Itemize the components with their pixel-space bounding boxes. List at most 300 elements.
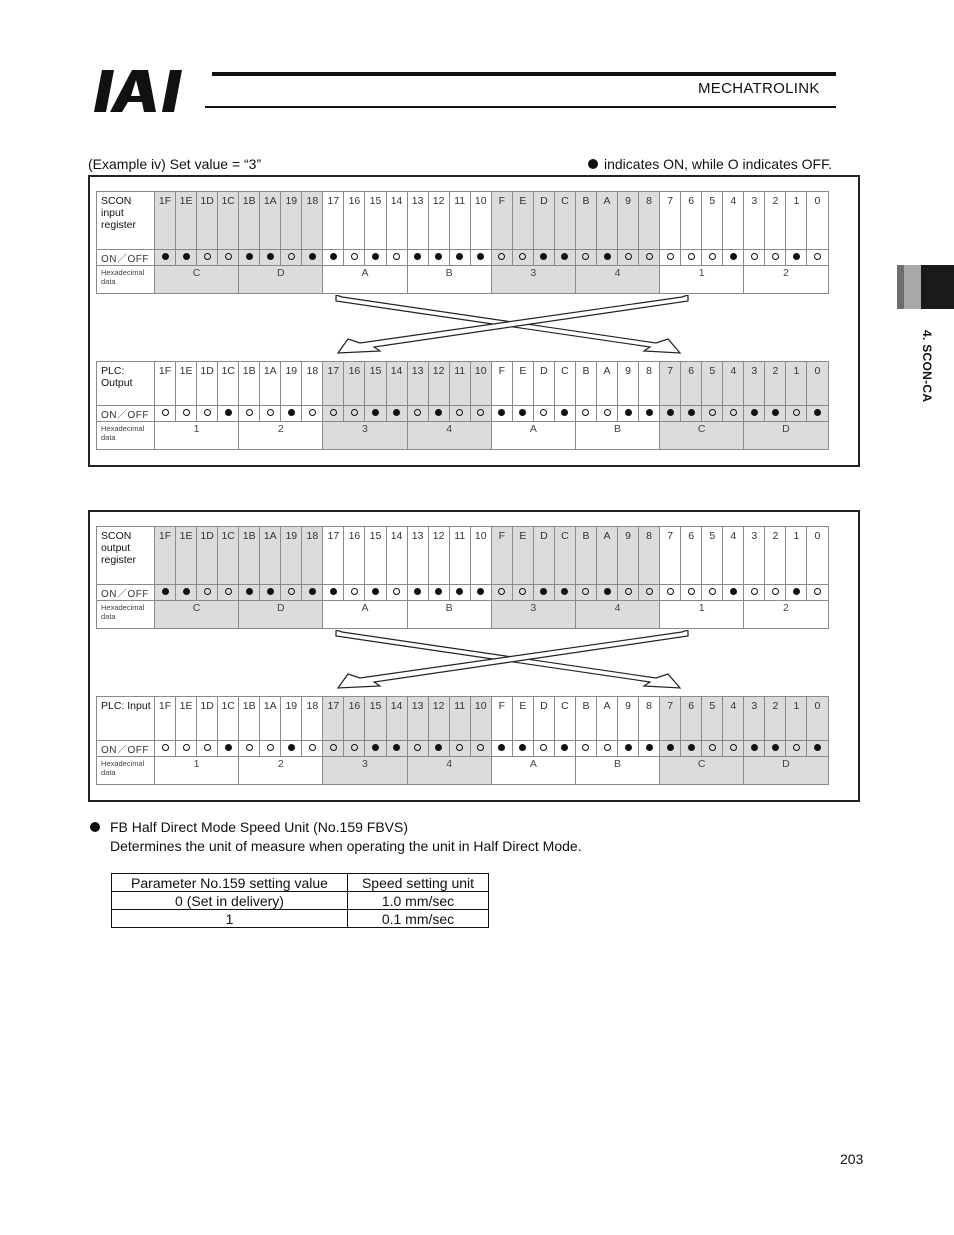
- on-dot-icon: [456, 588, 463, 595]
- off-circle-icon: [414, 409, 421, 416]
- hex-digit-cell: D: [744, 422, 828, 450]
- on-off-cell: [218, 585, 239, 601]
- on-off-cell: [155, 741, 176, 757]
- on-off-cell: [596, 741, 617, 757]
- off-circle-icon: [709, 409, 716, 416]
- on-off-cell: [407, 406, 428, 422]
- table-header-row: [112, 874, 489, 892]
- on-off-cell: [618, 250, 639, 266]
- on-dot-icon: [604, 253, 611, 260]
- hex-digit-cell: C: [660, 757, 744, 785]
- on-dot-icon: [225, 744, 232, 751]
- bit-number-cell: 0: [807, 527, 828, 585]
- bit-number-cell: 8: [639, 192, 660, 250]
- on-off-cell: [386, 406, 407, 422]
- bit-number-cell: 1E: [176, 697, 197, 741]
- off-circle-icon: [688, 588, 695, 595]
- legend: [588, 156, 832, 172]
- off-circle-icon: [540, 744, 547, 751]
- off-circle-icon: [519, 253, 526, 260]
- on-dot-icon: [561, 253, 568, 260]
- on-off-cell: [807, 585, 828, 601]
- on-off-cell: [155, 250, 176, 266]
- on-off-cell: [407, 585, 428, 601]
- on-off-cell: [723, 250, 744, 266]
- table-header: Parameter No.159 setting value: [112, 874, 348, 892]
- on-dot-icon: [519, 409, 526, 416]
- on-off-cell: [491, 406, 512, 422]
- on-off-cell: [639, 585, 660, 601]
- bit-number-cell: 3: [744, 192, 765, 250]
- on-off-cell: [596, 585, 617, 601]
- bit-number-cell: 7: [660, 527, 681, 585]
- bit-number-cell: 9: [618, 697, 639, 741]
- hex-digit-cell: 2: [239, 422, 323, 450]
- off-circle-icon: [709, 588, 716, 595]
- on-off-cell: [639, 406, 660, 422]
- bit-number-cell: 11: [449, 362, 470, 406]
- on-off-cell: [323, 585, 344, 601]
- bit-number-cell: 1D: [197, 697, 218, 741]
- on-off-cell: [660, 585, 681, 601]
- bit-number-cell: 5: [702, 697, 723, 741]
- on-off-cell: [575, 250, 596, 266]
- bit-number-cell: 17: [323, 697, 344, 741]
- on-off-cell: [618, 585, 639, 601]
- on-off-cell: [660, 406, 681, 422]
- parameter-table: [111, 873, 489, 928]
- off-circle-icon: [330, 409, 337, 416]
- bit-number-cell: 13: [407, 697, 428, 741]
- on-off-row: [97, 250, 829, 266]
- on-off-cell: [344, 250, 365, 266]
- bit-number-cell: 18: [302, 697, 323, 741]
- on-dot-icon: [688, 409, 695, 416]
- bit-number-cell: 11: [449, 527, 470, 585]
- on-off-cell: [260, 250, 281, 266]
- on-off-cell: [723, 741, 744, 757]
- register-table-plc: [96, 361, 829, 450]
- hex-digit-cell: C: [660, 422, 744, 450]
- hex-digit-cell: A: [491, 757, 575, 785]
- hex-digit-cell: 1: [155, 757, 239, 785]
- off-circle-icon: [456, 409, 463, 416]
- bit-number-cell: 19: [281, 527, 302, 585]
- on-off-cell: [575, 741, 596, 757]
- bit-number-cell: 12: [428, 527, 449, 585]
- bit-number-cell: 14: [386, 697, 407, 741]
- on-off-cell: [197, 741, 218, 757]
- off-circle-icon: [330, 744, 337, 751]
- on-off-label: ON／OFF: [97, 406, 155, 422]
- off-circle-icon: [204, 588, 211, 595]
- fb-section-description: Determines the unit of measure when operating the unit in Half Direct Mode.: [110, 838, 582, 854]
- bit-number-cell: 1: [786, 527, 807, 585]
- bit-number-cell: 18: [302, 527, 323, 585]
- on-dot-icon: [667, 409, 674, 416]
- bit-number-cell: 1A: [260, 697, 281, 741]
- on-dot-icon: [793, 253, 800, 260]
- on-dot-icon: [814, 744, 821, 751]
- on-dot-icon: [372, 253, 379, 260]
- bit-number-cell: 1: [786, 362, 807, 406]
- bit-number-cell: B: [575, 527, 596, 585]
- off-circle-icon: [183, 409, 190, 416]
- bit-number-cell: D: [533, 527, 554, 585]
- off-circle-icon: [709, 744, 716, 751]
- on-off-cell: [470, 585, 491, 601]
- table-cell: 0.1 mm/sec: [348, 910, 489, 928]
- off-circle-icon: [730, 409, 737, 416]
- bit-number-cell: 3: [744, 697, 765, 741]
- table-header: Speed setting unit: [348, 874, 489, 892]
- on-off-cell: [281, 250, 302, 266]
- on-off-cell: [681, 406, 702, 422]
- on-off-cell: [197, 406, 218, 422]
- hex-digit-cell: 1: [660, 601, 744, 629]
- bit-number-cell: 1E: [176, 527, 197, 585]
- bit-number-cell: 9: [618, 527, 639, 585]
- off-circle-icon: [162, 409, 169, 416]
- on-off-cell: [639, 250, 660, 266]
- on-dot-icon: [435, 744, 442, 751]
- bit-number-cell: 9: [618, 362, 639, 406]
- on-off-cell: [239, 585, 260, 601]
- register-label: PLC: Output: [97, 362, 155, 406]
- bit-number-cell: 1F: [155, 527, 176, 585]
- on-off-cell: [512, 406, 533, 422]
- on-off-cell: [639, 741, 660, 757]
- off-circle-icon: [814, 588, 821, 595]
- on-off-cell: [260, 741, 281, 757]
- bit-number-cell: D: [533, 362, 554, 406]
- on-off-cell: [239, 250, 260, 266]
- iai-logo: [92, 70, 202, 112]
- on-off-cell: [744, 406, 765, 422]
- on-dot-icon: [477, 588, 484, 595]
- on-off-cell: [302, 741, 323, 757]
- off-circle-icon: [667, 588, 674, 595]
- on-dot-icon: [183, 253, 190, 260]
- off-circle-icon: [688, 253, 695, 260]
- on-off-cell: [470, 741, 491, 757]
- hex-digit-cell: 3: [323, 757, 407, 785]
- table-row: [112, 910, 489, 928]
- bit-number-cell: 4: [723, 192, 744, 250]
- on-off-cell: [723, 406, 744, 422]
- off-circle-icon: [477, 409, 484, 416]
- table-cell: 1.0 mm/sec: [348, 892, 489, 910]
- bit-number-cell: 16: [344, 697, 365, 741]
- bit-number-cell: C: [554, 192, 575, 250]
- bit-number-cell: 10: [470, 527, 491, 585]
- on-off-cell: [449, 406, 470, 422]
- bit-number-cell: 13: [407, 362, 428, 406]
- on-dot-icon: [646, 744, 653, 751]
- hex-digit-cell: A: [323, 601, 407, 629]
- off-circle-icon: [204, 409, 211, 416]
- register-table-plc: [96, 696, 829, 785]
- on-dot-icon: [561, 588, 568, 595]
- on-off-row: [97, 585, 829, 601]
- off-circle-icon: [730, 744, 737, 751]
- page-number: 203: [840, 1151, 864, 1167]
- hex-digit-cell: 1: [155, 422, 239, 450]
- bit-number-cell: 15: [365, 527, 386, 585]
- off-circle-icon: [709, 253, 716, 260]
- bit-number-cell: 1C: [218, 697, 239, 741]
- hex-digit-cell: 3: [491, 601, 575, 629]
- off-circle-icon: [646, 253, 653, 260]
- bit-number-cell: 14: [386, 192, 407, 250]
- on-off-cell: [365, 741, 386, 757]
- bit-number-cell: 6: [681, 192, 702, 250]
- bit-number-cell: 4: [723, 697, 744, 741]
- on-off-cell: [491, 585, 512, 601]
- hex-digit-cell: B: [407, 601, 491, 629]
- on-dot-icon: [646, 409, 653, 416]
- off-circle-icon: [414, 744, 421, 751]
- off-circle-icon: [204, 744, 211, 751]
- on-off-cell: [428, 250, 449, 266]
- on-dot-icon: [330, 253, 337, 260]
- bit-number-cell: 16: [344, 192, 365, 250]
- on-off-cell: [218, 250, 239, 266]
- bit-number-row: [97, 527, 829, 585]
- on-off-cell: [428, 406, 449, 422]
- bit-number-row: [97, 362, 829, 406]
- on-off-cell: [533, 741, 554, 757]
- on-off-cell: [512, 250, 533, 266]
- bit-number-cell: D: [533, 697, 554, 741]
- on-off-cell: [344, 741, 365, 757]
- header-rule-bottom: [205, 106, 836, 108]
- on-dot-icon: [372, 588, 379, 595]
- bit-number-cell: B: [575, 697, 596, 741]
- bit-number-cell: 4: [723, 527, 744, 585]
- bit-number-cell: 1A: [260, 192, 281, 250]
- bit-number-cell: 16: [344, 362, 365, 406]
- on-dot-icon: [793, 588, 800, 595]
- bit-number-cell: 8: [639, 697, 660, 741]
- fb-section-title: FB Half Direct Mode Speed Unit (No.159 FBVS): [110, 819, 409, 835]
- on-off-cell: [260, 406, 281, 422]
- on-off-cell: [302, 585, 323, 601]
- bit-number-cell: F: [491, 192, 512, 250]
- off-circle-icon: [582, 588, 589, 595]
- on-off-cell: [786, 585, 807, 601]
- off-circle-icon: [625, 253, 632, 260]
- bit-number-cell: 2: [765, 362, 786, 406]
- bit-number-cell: 12: [428, 697, 449, 741]
- on-off-cell: [302, 406, 323, 422]
- bit-number-cell: 1F: [155, 362, 176, 406]
- off-circle-icon: [393, 253, 400, 260]
- register-table-scon: [96, 526, 829, 629]
- on-dot-icon: [162, 588, 169, 595]
- bit-number-cell: 1: [786, 192, 807, 250]
- on-dot-icon: [519, 744, 526, 751]
- off-circle-icon: [814, 253, 821, 260]
- section-title: MECHATROLINK: [698, 80, 820, 97]
- off-circle-icon: [246, 409, 253, 416]
- on-dot-icon: [772, 744, 779, 751]
- on-off-cell: [260, 585, 281, 601]
- bit-number-cell: 19: [281, 362, 302, 406]
- bit-number-cell: E: [512, 697, 533, 741]
- on-off-cell: [218, 741, 239, 757]
- on-off-cell: [239, 406, 260, 422]
- on-dot-icon: [330, 588, 337, 595]
- off-circle-icon: [772, 253, 779, 260]
- on-off-cell: [491, 741, 512, 757]
- off-circle-icon: [204, 253, 211, 260]
- on-off-cell: [491, 250, 512, 266]
- on-off-cell: [281, 406, 302, 422]
- bit-number-cell: 3: [744, 362, 765, 406]
- on-off-label: ON／OFF: [97, 585, 155, 601]
- off-circle-icon: [267, 744, 274, 751]
- legend-text: indicates ON, while O indicates OFF.: [604, 156, 832, 172]
- off-circle-icon: [498, 253, 505, 260]
- bit-number-cell: 15: [365, 192, 386, 250]
- on-dot-icon: [667, 744, 674, 751]
- bit-number-cell: 10: [470, 697, 491, 741]
- on-off-cell: [197, 250, 218, 266]
- on-off-cell: [512, 741, 533, 757]
- off-circle-icon: [288, 253, 295, 260]
- on-dot-icon: [588, 159, 598, 169]
- on-dot-icon: [751, 744, 758, 751]
- on-dot-icon: [772, 409, 779, 416]
- bit-number-cell: 5: [702, 192, 723, 250]
- on-off-cell: [344, 406, 365, 422]
- hex-digit-cell: 2: [744, 601, 828, 629]
- bit-number-cell: F: [491, 527, 512, 585]
- off-circle-icon: [582, 409, 589, 416]
- bit-number-cell: 1E: [176, 192, 197, 250]
- hex-digit-cell: C: [155, 601, 239, 629]
- register-label: PLC: Input: [97, 697, 155, 741]
- bit-number-row: [97, 192, 829, 250]
- on-off-cell: [176, 585, 197, 601]
- on-off-cell: [449, 585, 470, 601]
- on-dot-icon: [561, 409, 568, 416]
- bit-number-cell: F: [491, 362, 512, 406]
- on-dot-icon: [625, 409, 632, 416]
- on-dot-icon: [688, 744, 695, 751]
- on-off-row: [97, 741, 829, 757]
- on-dot-icon: [267, 588, 274, 595]
- on-off-cell: [449, 741, 470, 757]
- on-dot-icon: [414, 588, 421, 595]
- bit-number-cell: 18: [302, 192, 323, 250]
- on-off-cell: [428, 741, 449, 757]
- bit-number-cell: 7: [660, 192, 681, 250]
- on-off-cell: [218, 406, 239, 422]
- on-dot-icon: [414, 253, 421, 260]
- on-off-cell: [660, 250, 681, 266]
- chapter-tab-black: [921, 265, 954, 309]
- on-off-cell: [765, 585, 786, 601]
- on-dot-icon: [498, 409, 505, 416]
- off-circle-icon: [309, 409, 316, 416]
- on-off-row: [97, 406, 829, 422]
- on-off-cell: [323, 250, 344, 266]
- bit-number-cell: E: [512, 527, 533, 585]
- on-off-cell: [765, 741, 786, 757]
- bit-number-cell: E: [512, 192, 533, 250]
- hex-digit-cell: 1: [660, 266, 744, 294]
- bit-number-cell: 0: [807, 192, 828, 250]
- on-off-cell: [554, 406, 575, 422]
- bit-number-cell: 2: [765, 192, 786, 250]
- hex-data-row: [97, 266, 829, 294]
- off-circle-icon: [183, 744, 190, 751]
- chapter-side-label: 4. SCON-CA: [920, 330, 934, 403]
- register-diagram-output: [88, 510, 860, 802]
- hex-digit-cell: D: [239, 601, 323, 629]
- on-dot-icon: [477, 253, 484, 260]
- on-off-cell: [365, 250, 386, 266]
- on-off-label: ON／OFF: [97, 250, 155, 266]
- on-off-cell: [155, 406, 176, 422]
- bit-number-cell: 17: [323, 192, 344, 250]
- hex-digit-cell: 3: [491, 266, 575, 294]
- hex-data-label: Hexadecimal data: [97, 422, 155, 450]
- off-circle-icon: [351, 409, 358, 416]
- on-off-cell: [449, 250, 470, 266]
- on-off-cell: [575, 585, 596, 601]
- on-off-cell: [239, 741, 260, 757]
- on-off-cell: [302, 250, 323, 266]
- bit-number-cell: 1C: [218, 192, 239, 250]
- table-row: [112, 892, 489, 910]
- on-off-cell: [554, 741, 575, 757]
- byte-swap-arrows: [90, 295, 856, 355]
- on-dot-icon: [751, 409, 758, 416]
- hex-digit-cell: 3: [323, 422, 407, 450]
- off-circle-icon: [793, 409, 800, 416]
- off-circle-icon: [162, 744, 169, 751]
- on-off-cell: [365, 406, 386, 422]
- on-dot-icon: [730, 588, 737, 595]
- on-dot-icon: [435, 253, 442, 260]
- register-label: SCON output register: [97, 527, 155, 585]
- on-off-cell: [723, 585, 744, 601]
- bit-number-cell: 3: [744, 527, 765, 585]
- on-off-cell: [407, 250, 428, 266]
- on-off-cell: [786, 250, 807, 266]
- bit-number-cell: C: [554, 697, 575, 741]
- on-dot-icon: [288, 744, 295, 751]
- register-label: SCON input register: [97, 192, 155, 250]
- on-off-cell: [702, 585, 723, 601]
- on-off-cell: [807, 250, 828, 266]
- on-dot-icon: [372, 409, 379, 416]
- bit-number-cell: 1B: [239, 527, 260, 585]
- bit-number-row: [97, 697, 829, 741]
- hex-data-label: Hexadecimal data: [97, 757, 155, 785]
- on-dot-icon: [540, 253, 547, 260]
- off-circle-icon: [498, 588, 505, 595]
- on-off-cell: [554, 250, 575, 266]
- on-off-cell: [744, 741, 765, 757]
- on-off-cell: [281, 585, 302, 601]
- on-off-cell: [176, 250, 197, 266]
- on-off-cell: [533, 250, 554, 266]
- register-diagram-input: [88, 175, 860, 467]
